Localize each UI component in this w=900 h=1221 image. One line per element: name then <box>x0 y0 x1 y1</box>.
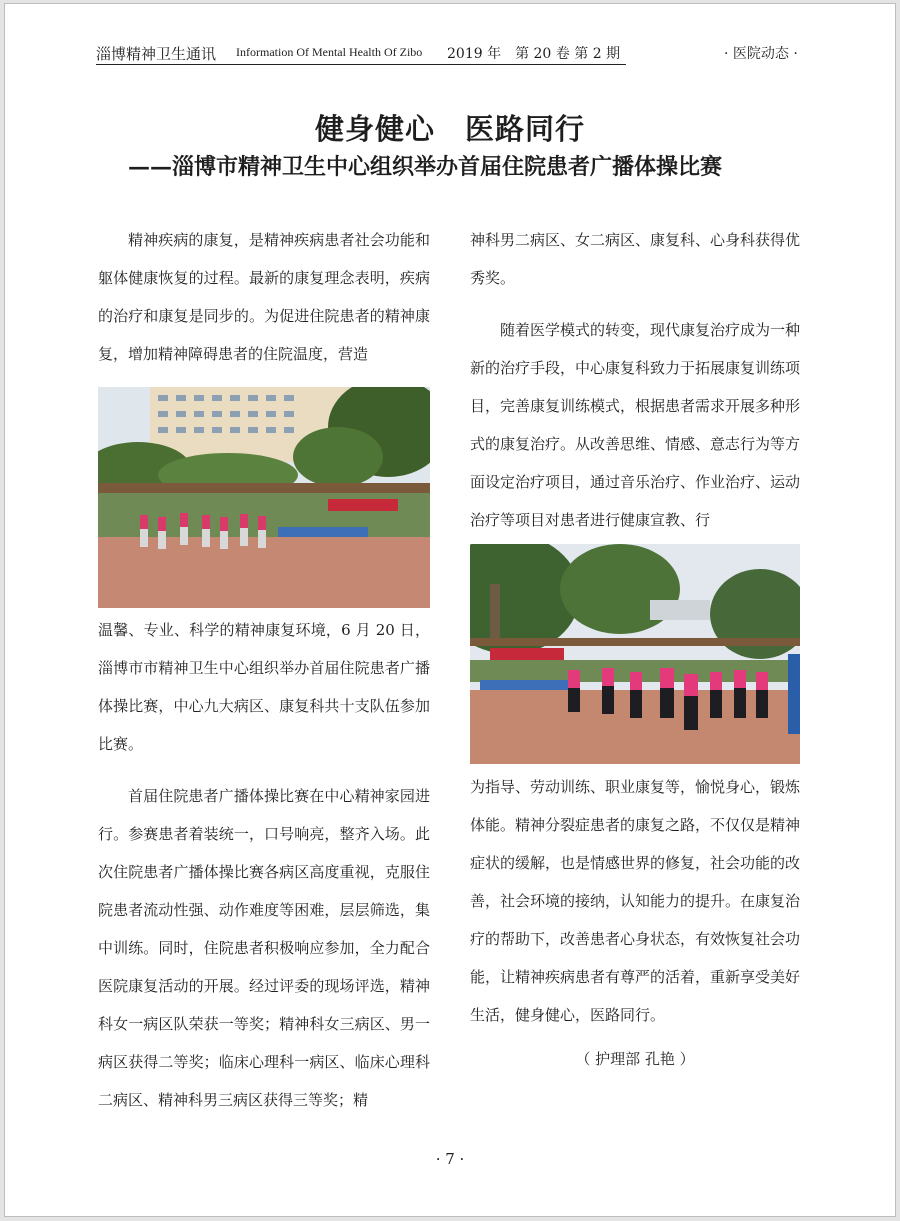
paragraph: 神科男二病区、女二病区、康复科、心身科获得优秀奖。 <box>470 231 801 287</box>
article-subtitle: ——淄博市精神卫生中心组织举办首届住院患者广播体操比赛 <box>128 154 723 180</box>
right-column-bottom <box>470 768 800 1034</box>
issue-info: 2019 年 第 20 卷 第 2 期 <box>447 46 621 62</box>
photo-competition-2 <box>470 544 800 764</box>
photo-competition-1 <box>98 387 430 608</box>
paragraph: 温馨、专业、科学的精神康复环境，6 月 20 日，淄博市市精神卫生中心组织举办首届住院患者广播体操比赛，中心九大病区、康复科共十支队伍参加比赛。 <box>98 621 430 753</box>
photo-competition-2-icon <box>470 544 800 764</box>
journal-title: 淄博精神卫生通讯 <box>96 45 217 63</box>
paragraph: 随着医学模式的转变，现代康复治疗成为一种新的治疗手段，中心康复科致力于拓展康复训练项目，完善康复训练模式，根据患者需求开展多种形式的康复治疗。从改善思维、情感、意志行为等方面设定治疗项目，通过音乐治疗、作业治疗、运动治疗等项目对患者进行健康宣教、行 <box>470 321 801 529</box>
article-title: 健身健心 医路同行 <box>314 112 585 146</box>
paragraph: 精神疾病的康复，是精神疾病患者社会功能和躯体健康恢复的过程。最新的康复理念表明，疾病的治疗和康复是同步的。为促进住院患者的精神康复，增加精神障碍患者的住院温度，营造 <box>98 231 430 363</box>
author-signature: （ 护理部 孔艳 ） <box>575 1050 695 1068</box>
left-column-bottom <box>98 611 430 1119</box>
journal-title-english: Information Of Mental Health Of Zibo <box>236 45 423 59</box>
paragraph: 首届住院患者广播体操比赛在中心精神家园进行。参赛患者着装统一，口号响亮，整齐入场。此次住院患者广播体操比赛各病区高度重视，克服住院患者流动性强、动作难度等困难，层层筛选，集中训练。同时，住院患者积极响应参加，全力配合医院康复活动的开展。经过评委的现场评选，精神科女一病区队荣获一等奖；精神科女三病区、男一病区获得二等奖；临床心理科一病区、临床心理科二病区、精神科男三病区获得三等奖；精 <box>98 787 430 1109</box>
paragraph: 为指导、劳动训练、职业康复等，愉悦身心，锻炼体能。精神分裂症患者的康复之路，不仅仅是精神症状的缓解，也是情感世界的修复，社会功能的改善，社会环境的接纳，认知能力的提升。在康复治疗的帮助下，改善患者心身状态，有效恢复社会功能，让精神疾病患者有尊严的活着，重新享受美好生活，健身健心，医路同行。 <box>470 778 801 1024</box>
left-column-top <box>98 221 430 373</box>
page-number: · 7 · <box>435 1150 465 1168</box>
photo-competition-1-icon <box>98 387 430 608</box>
header-rule <box>96 64 626 65</box>
section-label: · 医院动态 · <box>724 46 798 62</box>
right-column-top <box>470 221 800 539</box>
